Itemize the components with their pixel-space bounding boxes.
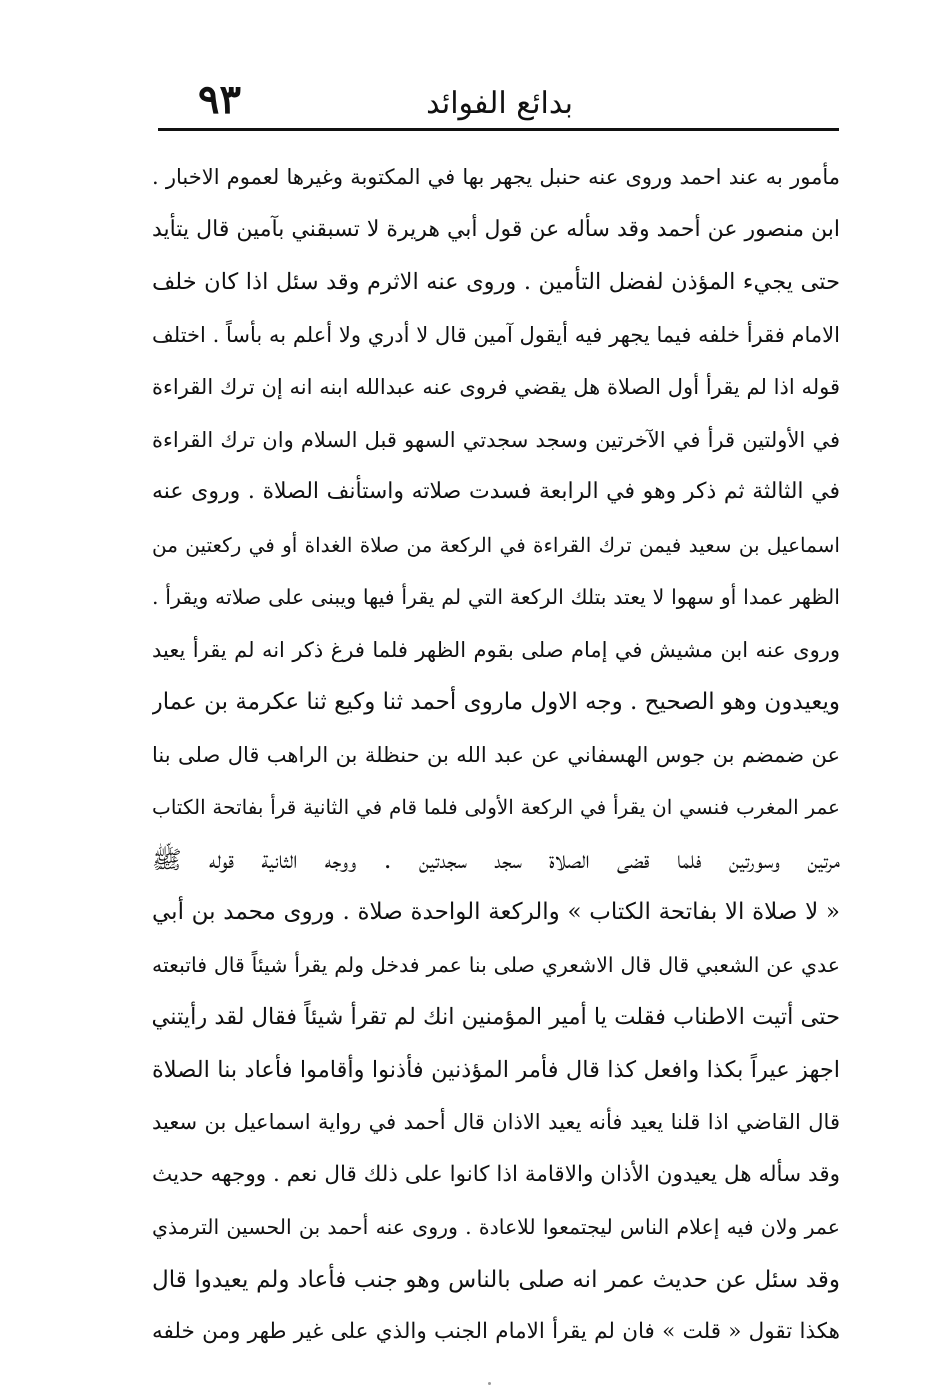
text-line: وقد سئل عن حديث عمر انه صلى بالناس وهو جنب فأعاد ولم يعيدوا قال (152, 1266, 840, 1293)
text-line: في الأولتين قرأ في الآخرتين وسجد سجدتي السهو قبل السلام وان ترك القراءة (152, 427, 840, 452)
text-line: قوله اذا لم يقرأ أول الصلاة هل يقضي فروى عنه عبدالله ابنه انه إن ترك القراءة (152, 375, 840, 399)
text-line: ويعيدون وهو الصحيح . وجه الاول ماروى أحمد ثنا وكيع ثنا عكرمة بن عمار (152, 689, 840, 715)
text-line: مرتين وسورتين فلما قضى الصلاة سجد سجدتين . ووجه الثانية قوله ﷺ (152, 844, 840, 874)
text-line: قال القاضي اذا قلنا يعيد فأنه يعيد الاذان قال أحمد في رواية اسماعيل بن سعيد (152, 1110, 840, 1134)
text-line: عن ضمضم بن جوس الهسفاني عن عبد الله بن حنظلة بن الراهب قال صلى بنا (152, 742, 840, 767)
text-line: الظهر عمدا أو سهوا لا يعتد بتلك الركعة التي لم يقرأ فيها ويبنى على صلاته ويقرأ . (152, 585, 840, 609)
text-line: في الثالثة ثم ذكر وهو في الرابعة فسدت صلاته واستأنف الصلاة . وروى عنه (152, 479, 840, 504)
text-line: مأمور به عند احمد وروى عنه حنبل يجهر بها في المكتوبة وغيرها لعموم الاخبار . (152, 165, 840, 189)
text-line: عمر المغرب فنسي ان يقرأ في الركعة الأولى فلما قام في الثانية قرأ بفاتحة الكتاب (152, 795, 840, 819)
text-line: وقد سأله هل يعيدون الأذان والاقامة اذا كانوا على ذلك قال نعم . ووجهه حديث (152, 1161, 840, 1187)
text-line: عدي عن الشعبي قال قال الاشعري صلى بنا عمر فدخل ولم يقرأ شيئاً قال فاتبعته (152, 952, 840, 977)
text-line: اسماعيل بن سعيد فيمن ترك القراءة في الركعة من صلاة الغداة أو في ركعتين من (152, 532, 840, 557)
text-line: حتى يجيء المؤذن لفضل التأمين . وروى عنه الاثرم وقد سئل اذا كان خلف (152, 269, 840, 295)
text-line: الامام فقرأ خلفه فيما يجهر فيه أيقول آمين قال لا أدري ولا أعلم به بأساً . اختلف (152, 322, 840, 347)
page-header (150, 70, 838, 130)
text-line: « لا صلاة الا بفاتحة الكتاب » والركعة الواحدة صلاة . وروى محمد بن أبي (152, 899, 840, 925)
body-text (152, 151, 840, 1359)
running-title: بدائع الفوائد (426, 86, 573, 121)
text-line: وروى عنه ابن مشيش في إمام صلى بقوم الظهر فلما فرغ ذكر انه لم يقرأ يعيد (152, 637, 840, 662)
scan-speck (488, 1382, 491, 1385)
text-line: حتى أتيت الاطناب فقلت يا أمير المؤمنين انك لم تقرأ شيئاً فقال لقد رأيتني (152, 1004, 840, 1030)
header-rule (158, 128, 839, 131)
text-line: هكذا تقول « قلت » فان لم يقرأ الامام الجنب والذي على غير طهر ومن خلفه (152, 1319, 840, 1344)
text-line: ابن منصور عن أحمد وقد سأله عن قول أبي هريرة لا تسبقني بآمين قال يتأيد (152, 216, 840, 242)
text-line: عمر ولان فيه إعلام الناس ليجتمعوا للاعادة . وروى عنه أحمد بن الحسين الترمذي (152, 1215, 840, 1239)
text-line: اجهز عيراً بكذا وافعل كذا قال فأمر المؤذنين فأذنوا وأقاموا فأعاد بنا الصلاة (152, 1056, 840, 1083)
page-number: ٩٣ (198, 76, 241, 123)
